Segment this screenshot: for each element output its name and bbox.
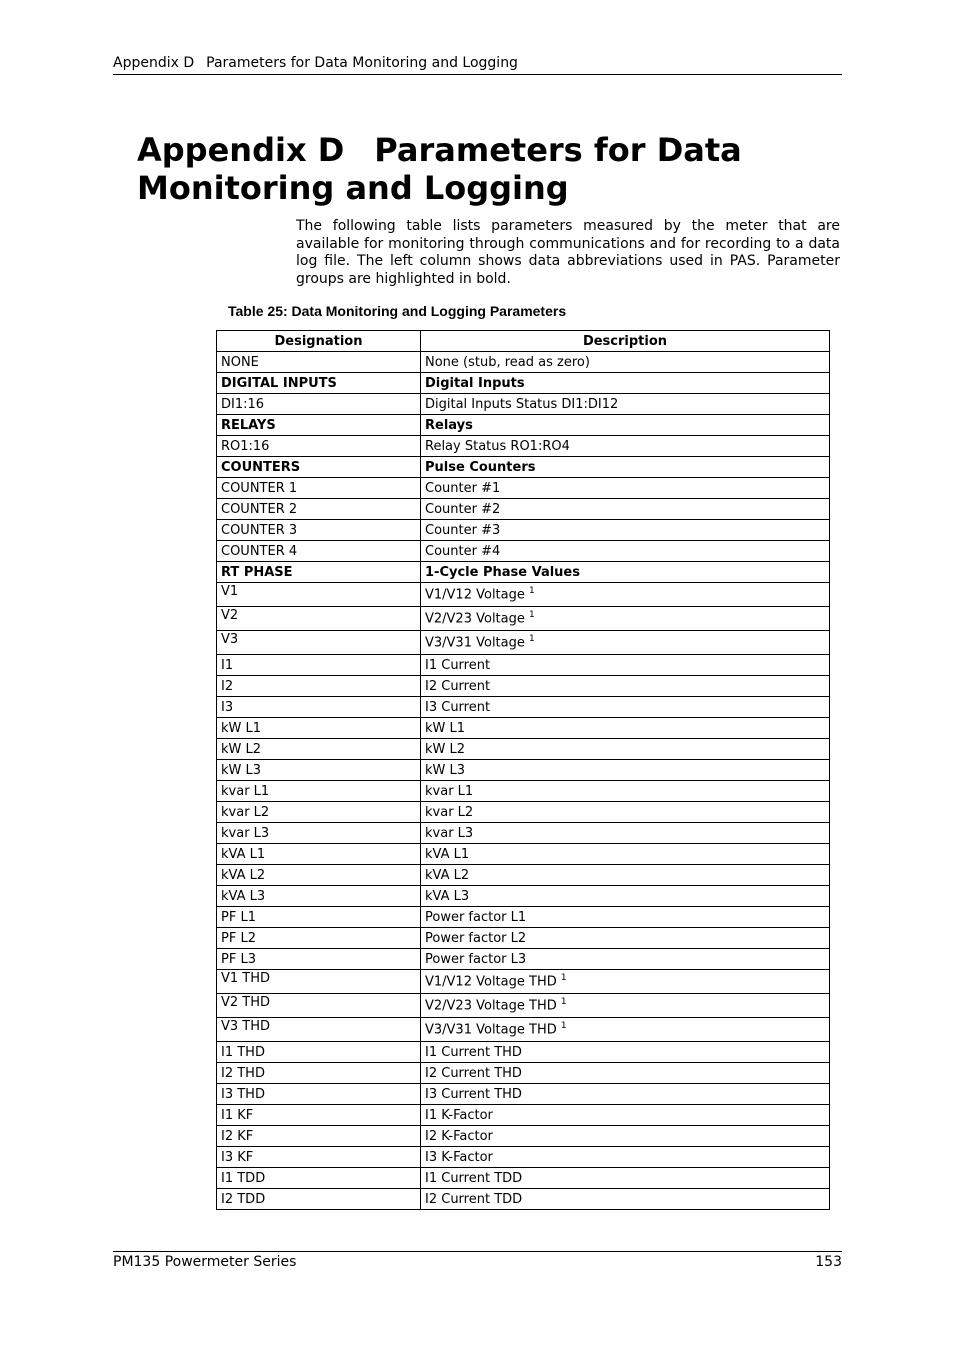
page-title-appendix: Appendix D — [137, 131, 345, 169]
column-header-designation: Designation — [217, 331, 421, 352]
description-cell — [421, 802, 830, 823]
table-row — [217, 1189, 830, 1210]
description-cell — [421, 499, 830, 520]
description-text: kW L3 — [425, 762, 466, 778]
description-cell — [421, 994, 830, 1018]
description-cell — [421, 520, 830, 541]
description-cell — [421, 823, 830, 844]
designation-cell: PF L1 — [217, 907, 421, 928]
table-body — [217, 352, 830, 1210]
designation-cell: I2 THD — [217, 1063, 421, 1084]
designation-cell: kvar L3 — [217, 823, 421, 844]
description-text: I3 K-Factor — [425, 1149, 493, 1165]
table-row — [217, 760, 830, 781]
description-cell — [421, 928, 830, 949]
description-text: kVA L3 — [425, 888, 470, 904]
description-text: Relays — [425, 417, 473, 433]
description-text: Power factor L3 — [425, 951, 527, 967]
designation-cell: COUNTER 4 — [217, 541, 421, 562]
description-cell — [421, 394, 830, 415]
description-text: I1 K-Factor — [425, 1107, 493, 1123]
designation-cell: COUNTER 2 — [217, 499, 421, 520]
designation-cell: I1 THD — [217, 1042, 421, 1063]
table-row — [217, 781, 830, 802]
designation-cell: RELAYS — [217, 415, 421, 436]
description-text: I1 Current TDD — [425, 1170, 523, 1186]
description-text: kvar L1 — [425, 783, 474, 799]
footnote-marker: 1 — [560, 1021, 567, 1032]
designation-cell: V3 — [217, 631, 421, 655]
table-row — [217, 718, 830, 739]
table-row — [217, 541, 830, 562]
table-row — [217, 1084, 830, 1105]
description-cell — [421, 478, 830, 499]
designation-cell: I1 — [217, 655, 421, 676]
header-title: Parameters for Data Monitoring and Logging — [206, 55, 518, 71]
description-text: I2 K-Factor — [425, 1128, 493, 1144]
table-row — [217, 1147, 830, 1168]
table-row — [217, 631, 830, 655]
table-row — [217, 928, 830, 949]
table-row — [217, 676, 830, 697]
table-row — [217, 394, 830, 415]
designation-cell: I2 — [217, 676, 421, 697]
description-cell — [421, 1105, 830, 1126]
table-row — [217, 520, 830, 541]
description-cell — [421, 1084, 830, 1105]
description-text: I1 Current THD — [425, 1044, 522, 1060]
description-cell — [421, 655, 830, 676]
description-text: V2/V23 Voltage — [425, 611, 525, 627]
page-footer — [113, 1251, 842, 1270]
description-cell — [421, 1018, 830, 1042]
designation-cell: I3 KF — [217, 1147, 421, 1168]
designation-cell: kW L2 — [217, 739, 421, 760]
description-text: kVA L2 — [425, 867, 470, 883]
description-cell — [421, 907, 830, 928]
designation-cell: I2 KF — [217, 1126, 421, 1147]
parameters-table — [216, 330, 830, 1210]
table-row — [217, 1018, 830, 1042]
table-row — [217, 607, 830, 631]
description-text: V1/V12 Voltage THD — [425, 974, 557, 990]
description-text: I2 Current THD — [425, 1065, 522, 1081]
designation-cell: kVA L1 — [217, 844, 421, 865]
description-cell — [421, 718, 830, 739]
table-row — [217, 1168, 830, 1189]
column-header-description: Description — [421, 331, 830, 352]
footnote-marker: 1 — [529, 610, 535, 621]
description-cell — [421, 1147, 830, 1168]
description-cell — [421, 844, 830, 865]
table-row — [217, 844, 830, 865]
designation-cell: DIGITAL INPUTS — [217, 373, 421, 394]
designation-cell: kvar L2 — [217, 802, 421, 823]
designation-cell: I3 — [217, 697, 421, 718]
description-cell — [421, 865, 830, 886]
description-text: kW L2 — [425, 741, 466, 757]
description-text: Pulse Counters — [425, 459, 536, 475]
designation-cell: kVA L3 — [217, 886, 421, 907]
designation-cell: RO1:16 — [217, 436, 421, 457]
description-cell — [421, 457, 830, 478]
table-row — [217, 697, 830, 718]
designation-cell: kW L3 — [217, 760, 421, 781]
description-cell — [421, 373, 830, 394]
table-row — [217, 436, 830, 457]
designation-cell: RT PHASE — [217, 562, 421, 583]
running-header — [113, 55, 842, 75]
description-text: Counter #4 — [425, 543, 501, 559]
footer-product: PM135 Powermeter Series — [113, 1254, 297, 1270]
description-text: kW L1 — [425, 720, 466, 736]
description-text: None (stub, read as zero) — [425, 354, 590, 370]
table-row — [217, 352, 830, 373]
table-group-row — [217, 373, 830, 394]
table-group-row — [217, 457, 830, 478]
header-appendix: Appendix D — [113, 55, 195, 71]
designation-cell: V3 THD — [217, 1018, 421, 1042]
table-row — [217, 802, 830, 823]
description-cell — [421, 631, 830, 655]
description-cell — [421, 697, 830, 718]
description-text: Power factor L2 — [425, 930, 527, 946]
description-text: I2 Current TDD — [425, 1191, 523, 1207]
table-header-row — [217, 331, 830, 352]
designation-cell: kvar L1 — [217, 781, 421, 802]
table-row — [217, 865, 830, 886]
description-cell — [421, 970, 830, 994]
table-row — [217, 499, 830, 520]
description-text: I3 Current THD — [425, 1086, 522, 1102]
description-text: V3/V31 Voltage THD — [425, 1022, 557, 1038]
table-row — [217, 949, 830, 970]
page-title — [137, 131, 837, 207]
table-caption: Table 25: Data Monitoring and Logging Parameters — [228, 303, 567, 319]
description-cell — [421, 949, 830, 970]
table-row — [217, 907, 830, 928]
designation-cell: I1 KF — [217, 1105, 421, 1126]
table-row — [217, 739, 830, 760]
description-cell — [421, 541, 830, 562]
designation-cell: kW L1 — [217, 718, 421, 739]
designation-cell: COUNTER 3 — [217, 520, 421, 541]
description-cell — [421, 415, 830, 436]
footnote-marker: 1 — [560, 973, 567, 984]
table-row — [217, 1105, 830, 1126]
intro-paragraph: The following table lists parameters measured by the meter that are available for monitoring through communications and for recording to a data log file. The left column shows data abbreviations used in PAS. Parameter groups are highlighted in bold. — [296, 218, 840, 288]
table-row — [217, 823, 830, 844]
description-text: V3/V31 Voltage — [425, 635, 525, 651]
description-text: Counter #2 — [425, 501, 501, 517]
description-text: Digital Inputs — [425, 375, 525, 391]
designation-cell: PF L3 — [217, 949, 421, 970]
table-row — [217, 655, 830, 676]
description-text: I3 Current — [425, 699, 491, 715]
designation-cell: V1 THD — [217, 970, 421, 994]
description-text: 1-Cycle Phase Values — [425, 564, 580, 580]
description-text: Power factor L1 — [425, 909, 527, 925]
table-group-row — [217, 562, 830, 583]
designation-cell: V2 — [217, 607, 421, 631]
description-cell — [421, 1063, 830, 1084]
footnote-marker: 1 — [529, 586, 535, 597]
description-cell — [421, 781, 830, 802]
table-row — [217, 478, 830, 499]
description-text: V1/V12 Voltage — [425, 587, 525, 603]
description-text: kVA L1 — [425, 846, 470, 862]
description-cell — [421, 760, 830, 781]
designation-cell: NONE — [217, 352, 421, 373]
description-cell — [421, 739, 830, 760]
designation-cell: V2 THD — [217, 994, 421, 1018]
table-row — [217, 1042, 830, 1063]
description-text: I1 Current — [425, 657, 491, 673]
description-cell — [421, 1126, 830, 1147]
table-row — [217, 994, 830, 1018]
table-row — [217, 970, 830, 994]
designation-cell: I1 TDD — [217, 1168, 421, 1189]
table-row — [217, 583, 830, 607]
description-text: V2/V23 Voltage THD — [425, 998, 557, 1014]
description-cell — [421, 886, 830, 907]
description-text: Counter #3 — [425, 522, 501, 538]
designation-cell: kVA L2 — [217, 865, 421, 886]
designation-cell: DI1:16 — [217, 394, 421, 415]
table-row — [217, 1063, 830, 1084]
description-cell — [421, 1042, 830, 1063]
description-cell — [421, 676, 830, 697]
footnote-marker: 1 — [529, 634, 535, 645]
designation-cell: I2 TDD — [217, 1189, 421, 1210]
description-cell — [421, 1189, 830, 1210]
description-text: Relay Status RO1:RO4 — [425, 438, 570, 454]
description-text: I2 Current — [425, 678, 491, 694]
table-row — [217, 1126, 830, 1147]
designation-cell: COUNTERS — [217, 457, 421, 478]
description-cell — [421, 562, 830, 583]
designation-cell: COUNTER 1 — [217, 478, 421, 499]
description-text: Digital Inputs Status DI1:DI12 — [425, 396, 619, 412]
description-cell — [421, 436, 830, 457]
description-text: Counter #1 — [425, 480, 501, 496]
description-cell — [421, 352, 830, 373]
description-cell — [421, 607, 830, 631]
footer-page-number: 153 — [815, 1254, 842, 1270]
table-row — [217, 886, 830, 907]
page-title-text: Parameters for Data Monitoring and Logging — [137, 131, 742, 207]
description-cell — [421, 1168, 830, 1189]
description-cell — [421, 583, 830, 607]
description-text: kvar L3 — [425, 825, 474, 841]
footnote-marker: 1 — [560, 997, 567, 1008]
table-group-row — [217, 415, 830, 436]
designation-cell: PF L2 — [217, 928, 421, 949]
description-text: kvar L2 — [425, 804, 474, 820]
designation-cell: V1 — [217, 583, 421, 607]
designation-cell: I3 THD — [217, 1084, 421, 1105]
